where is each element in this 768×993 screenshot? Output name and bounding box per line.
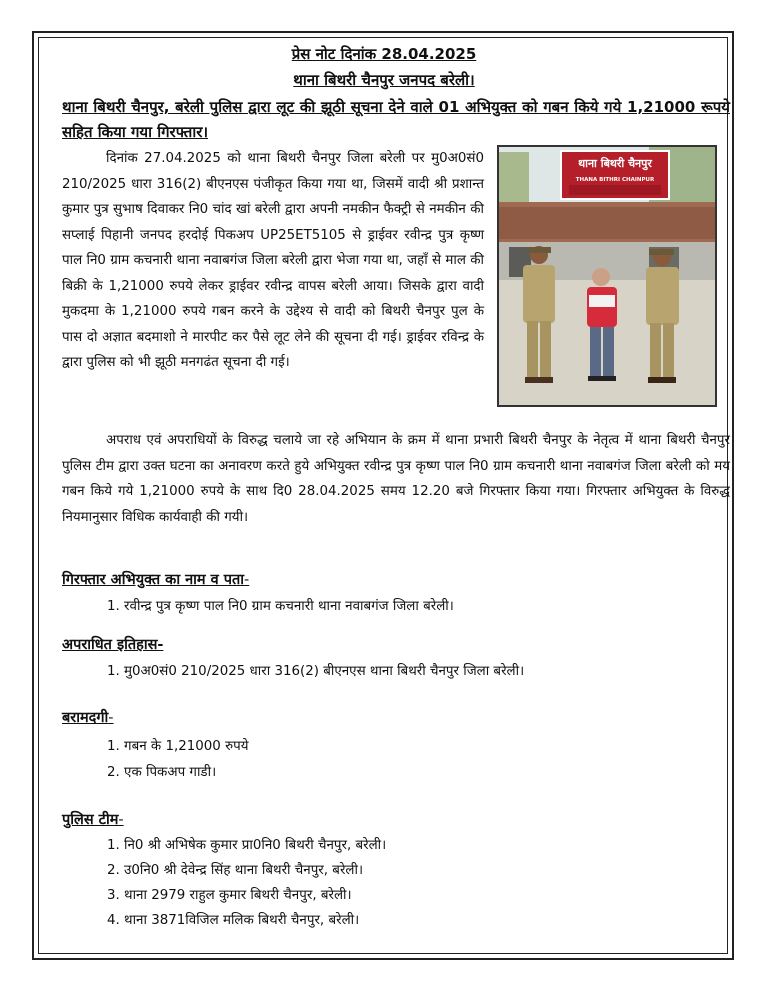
team-item: 4. थाना 3871विजिल मलिक बिथरी चैनपुर, बरेली।	[107, 913, 360, 928]
team-item: 3. थाना 2979 राहुल कुमार बिथरी चैनपुर, बरेली।	[107, 888, 352, 903]
recovery-item: 2. एक पिकअप गाडी।	[107, 765, 217, 780]
history-item: 1. मु0अ0सं0 210/2025 धारा 316(2) बीएनएस थाना बिथरी चैनपुर जिला बरेली।	[107, 664, 525, 679]
police-station-subtitle: थाना बिथरी चैनपुर जनपद बरेली।	[293, 71, 475, 89]
arrest-photo	[497, 145, 717, 407]
section-arrested-heading-text: गिरफ्तार अभियुक्त का नाम व पता	[62, 572, 245, 588]
section-team-heading-text: पुलिस टीम	[62, 812, 119, 828]
section-recovery-heading: बरामदगी-	[62, 710, 114, 726]
press-note-title: प्रेस नोट दिनांक 28.04.2025	[291, 45, 477, 63]
team-item: 2. उ0नि0 श्री देवेन्द्र सिंह थाना बिथरी चैनपुर, बरेली।	[107, 863, 364, 878]
arrest-photo-illustration	[499, 147, 715, 405]
headline: थाना बिथरी चैनपुर, बरेली पुलिस द्वारा लूट की झूठी सूचना देने वाले 01 अभियुक्त को गबन किये गये 1,21000 रूपये सहित किया गया गिरफ्तार।	[62, 98, 730, 141]
section-recovery-heading-text: बरामदगी	[62, 710, 109, 726]
section-history-heading: अपराधित इतिहास-	[62, 637, 164, 653]
arrested-item: 1. रवीन्द्र पुत्र कृष्ण पाल नि0 ग्राम कचनारी थाना नवाबगंज जिला बरेली।	[107, 599, 454, 614]
paragraph-incident	[62, 146, 484, 376]
section-arrested-heading: गिरफ्तार अभियुक्त का नाम व पता-	[62, 572, 250, 588]
paragraph-arrest	[62, 428, 730, 530]
team-item: 1. नि0 श्री अभिषेक कुमार प्रा0नि0 बिथरी चैनपुर, बरेली।	[107, 838, 387, 853]
station-sign-hindi: थाना बिथरी चैनपुर	[578, 157, 652, 170]
paragraph-incident-text: दिनांक 27.04.2025 को थाना बिथरी चैनपुर जिला बरेली पर मु0अ0सं0 210/2025 धारा 316(2) बीएनएस पंजीकृत किया गया था, जिसमें वादी श्री प्रशान्त कुमार पुत्र सुभाष दिवाकर नि0 चांद खां बरेली द्वारा अपनी नमकीन फैक्ट्री से नमकीन की सप्लाई पिहानी जनपद हरदोई पिकअप UP25ET5105 से ड्राईवर रवीन्द्र पुत्र कृष्ण पाल नि0 ग्राम कचनारी थाना नवाबगंज जिला बरेली द्वारा भेजा गया था, जहाँ से माल की बिक्री के 1,21000 रुपये लेकर ड्राईवर रवीन्द्र वापस बरेली आया। जिसके द्वारा वादी मुकदमा के 1,21000 रुपये गबन करने के उद्देश्य से वादी को बिथरी चैनपुर पुल के पास दो अज्ञात बदमाशो ने मारपीट कर पैसे लूट लेने की सूचना दी गई। ड्राईवर रविन्द्र के द्वारा पुलिस को भी झूठी मनगढंत सूचना दी गई।	[62, 151, 484, 370]
paragraph-arrest-text: अपराध एवं अपराधियों के विरुद्ध चलाये जा रहे अभियान के क्रम में थाना प्रभारी बिथरी चैनपुर के नेतृत्व में थाना बिथरी चैनपुर पुलिस टीम द्वारा उक्त घटना का अनावरण करते हुये अभियुक्त रवीन्द्र पुत्र कृष्ण पाल नि0 ग्राम कचनारी थाना नवाबगंज जिला बरेली को मय गबन किये गये 1,21000 रुपये के साथ दि0 28.04.2025 समय 12.20 बजे गिरफ्तार किया गया। गिरफ्तार अभियुक्त के विरुद्ध नियमानुसार विधिक कार्यवाही की गयी।	[62, 433, 730, 525]
station-sign-english: THANA BITHRI CHAINPUR	[575, 177, 655, 183]
recovery-item: 1. गबन के 1,21000 रुपये	[107, 739, 249, 754]
section-team-heading: पुलिस टीम-	[62, 812, 124, 828]
